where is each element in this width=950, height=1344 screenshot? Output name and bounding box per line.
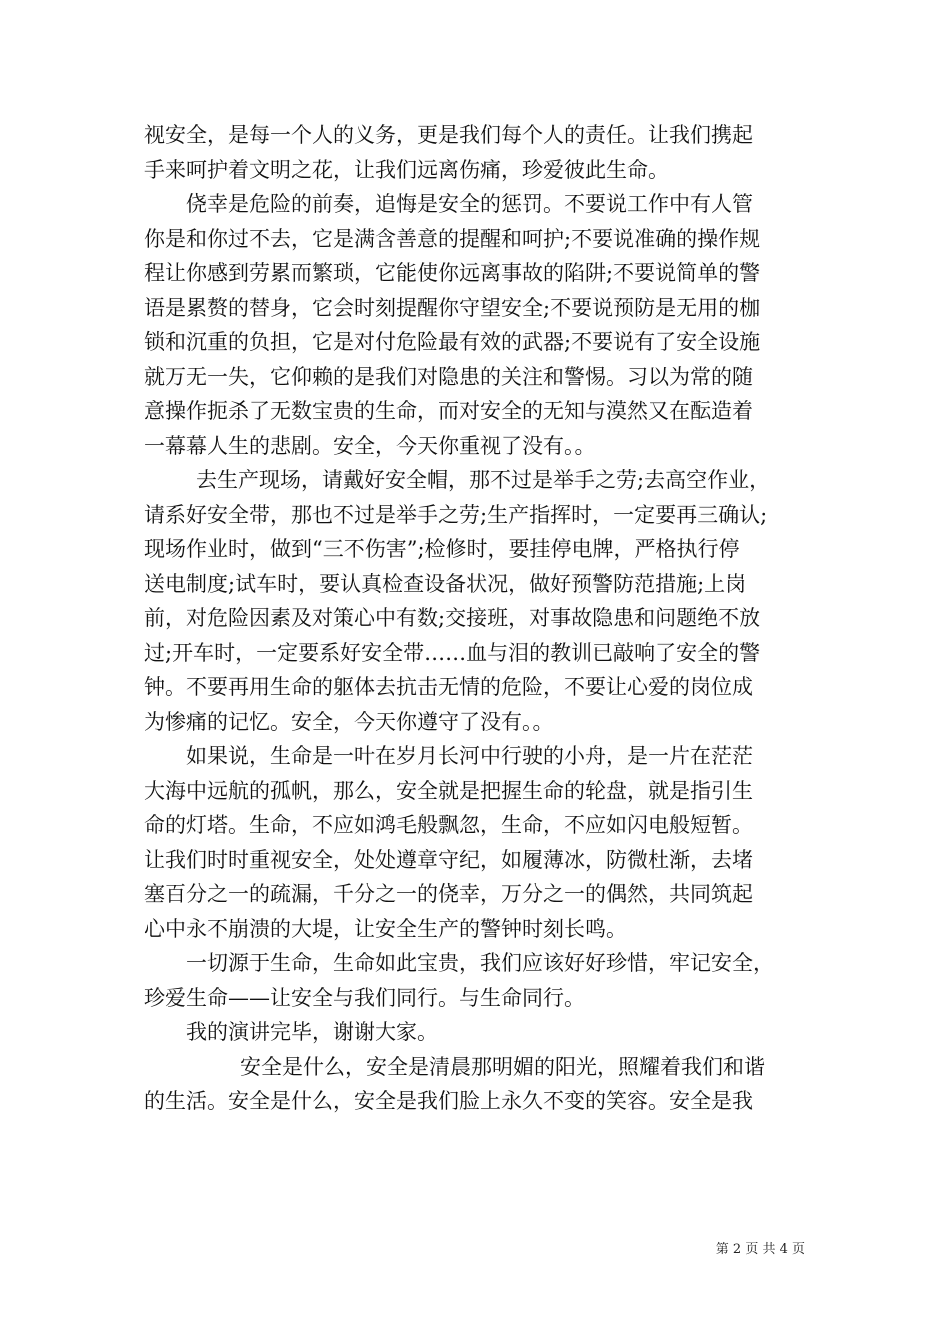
text-line: 锁和沉重的负担，它是对付危险最有效的武器;不要说有了安全设施 <box>144 330 761 354</box>
text-line: 大海中远航的孤帆，那么，安全就是把握生命的轮盘，就是指引生 <box>144 778 753 803</box>
text-line: 塞百分之一的疏漏，千分之一的侥幸，万分之一的偶然，共同筑起 <box>144 882 753 906</box>
text-line: 一幕幕人生的悲剧。安全，今天你重视了没有。。 <box>144 433 596 458</box>
text-line: 如果说，生命是一叶在岁月长河中行驶的小舟，是一片在茫茫 <box>186 744 753 768</box>
text-line: 我的演讲完毕，谢谢大家。 <box>186 1020 438 1044</box>
text-line: 你是和你过不去，它是满含善意的提醒和呵护;不要说准确的操作规 <box>144 226 761 251</box>
page-number-label: 第 2 页 共 4 页 <box>715 1242 805 1257</box>
text-line: 珍爱生命——让安全与我们同行。与生命同行。 <box>144 985 585 1010</box>
text-line: 意操作扼杀了无数宝贵的生命，而对安全的无知与漠然又在酝造着 <box>144 399 753 423</box>
document-body <box>144 118 814 1119</box>
text-line: 的生活。安全是什么，安全是我们脸上永久不变的笑容。安全是我 <box>144 1089 753 1113</box>
text-line: 送电制度;试车时，要认真检查设备状况，做好预警防范措施;上岗 <box>144 571 747 596</box>
text-line: 钟。不要再用生命的躯体去抗击无情的危险，不要让心爱的岗位成 <box>144 675 753 699</box>
text-line: 命的灯塔。生命，不应如鸿毛般飘忽，生命，不应如闪电般短暂。 <box>144 813 753 837</box>
text-line: 请系好安全带，那也不过是举手之劳;生产指挥时，一定要再三确认; <box>144 502 768 527</box>
text-line: 程让你感到劳累而繁琐，它能使你远离事故的陷阱;不要说简单的警 <box>144 261 761 285</box>
text-line: 让我们时时重视安全，处处遵章守纪，如履薄冰，防微杜渐，去堵 <box>144 847 753 872</box>
text-line: 安全是什么，安全是清晨那明媚的阳光，照耀着我们和谐 <box>240 1054 765 1079</box>
text-line: 前，对危险因素及对策心中有数;交接班，对事故隐患和问题绝不放 <box>144 606 761 630</box>
text-line: 为惨痛的记忆。安全，今天你遵守了没有。。 <box>144 709 554 734</box>
text-line: 心中永不崩溃的大堤，让安全生产的警钟时刻长鸣。 <box>144 916 627 941</box>
text-line: 现场作业时，做到“三不伤害”;检修时，要挂停电牌，严格执行停 <box>144 537 740 561</box>
text-line: 就万无一失，它仰赖的是我们对隐患的关注和警惕。习以为常的随 <box>144 364 753 389</box>
text-line: 一切源于生命，生命如此宝贵，我们应该好好珍惜，牢记安全， <box>186 951 774 975</box>
text-line: 过;开车时，一定要系好安全带……血与泪的教训已敲响了安全的警 <box>144 640 761 665</box>
text-line: 视安全，是每一个人的义务，更是我们每个人的责任。让我们携起 <box>144 123 753 147</box>
text-line: 侥幸是危险的前奏，追悔是安全的惩罚。不要说工作中有人管 <box>186 192 753 216</box>
text-line: 去生产现场，请戴好安全帽，那不过是举手之劳;去高空作业， <box>196 468 771 492</box>
text-line: 语是累赘的替身，它会时刻提醒你守望安全;不要说预防是无用的枷 <box>144 295 761 320</box>
text-line: 手来呵护着文明之花，让我们远离伤痛，珍爱彼此生命。 <box>144 157 669 182</box>
